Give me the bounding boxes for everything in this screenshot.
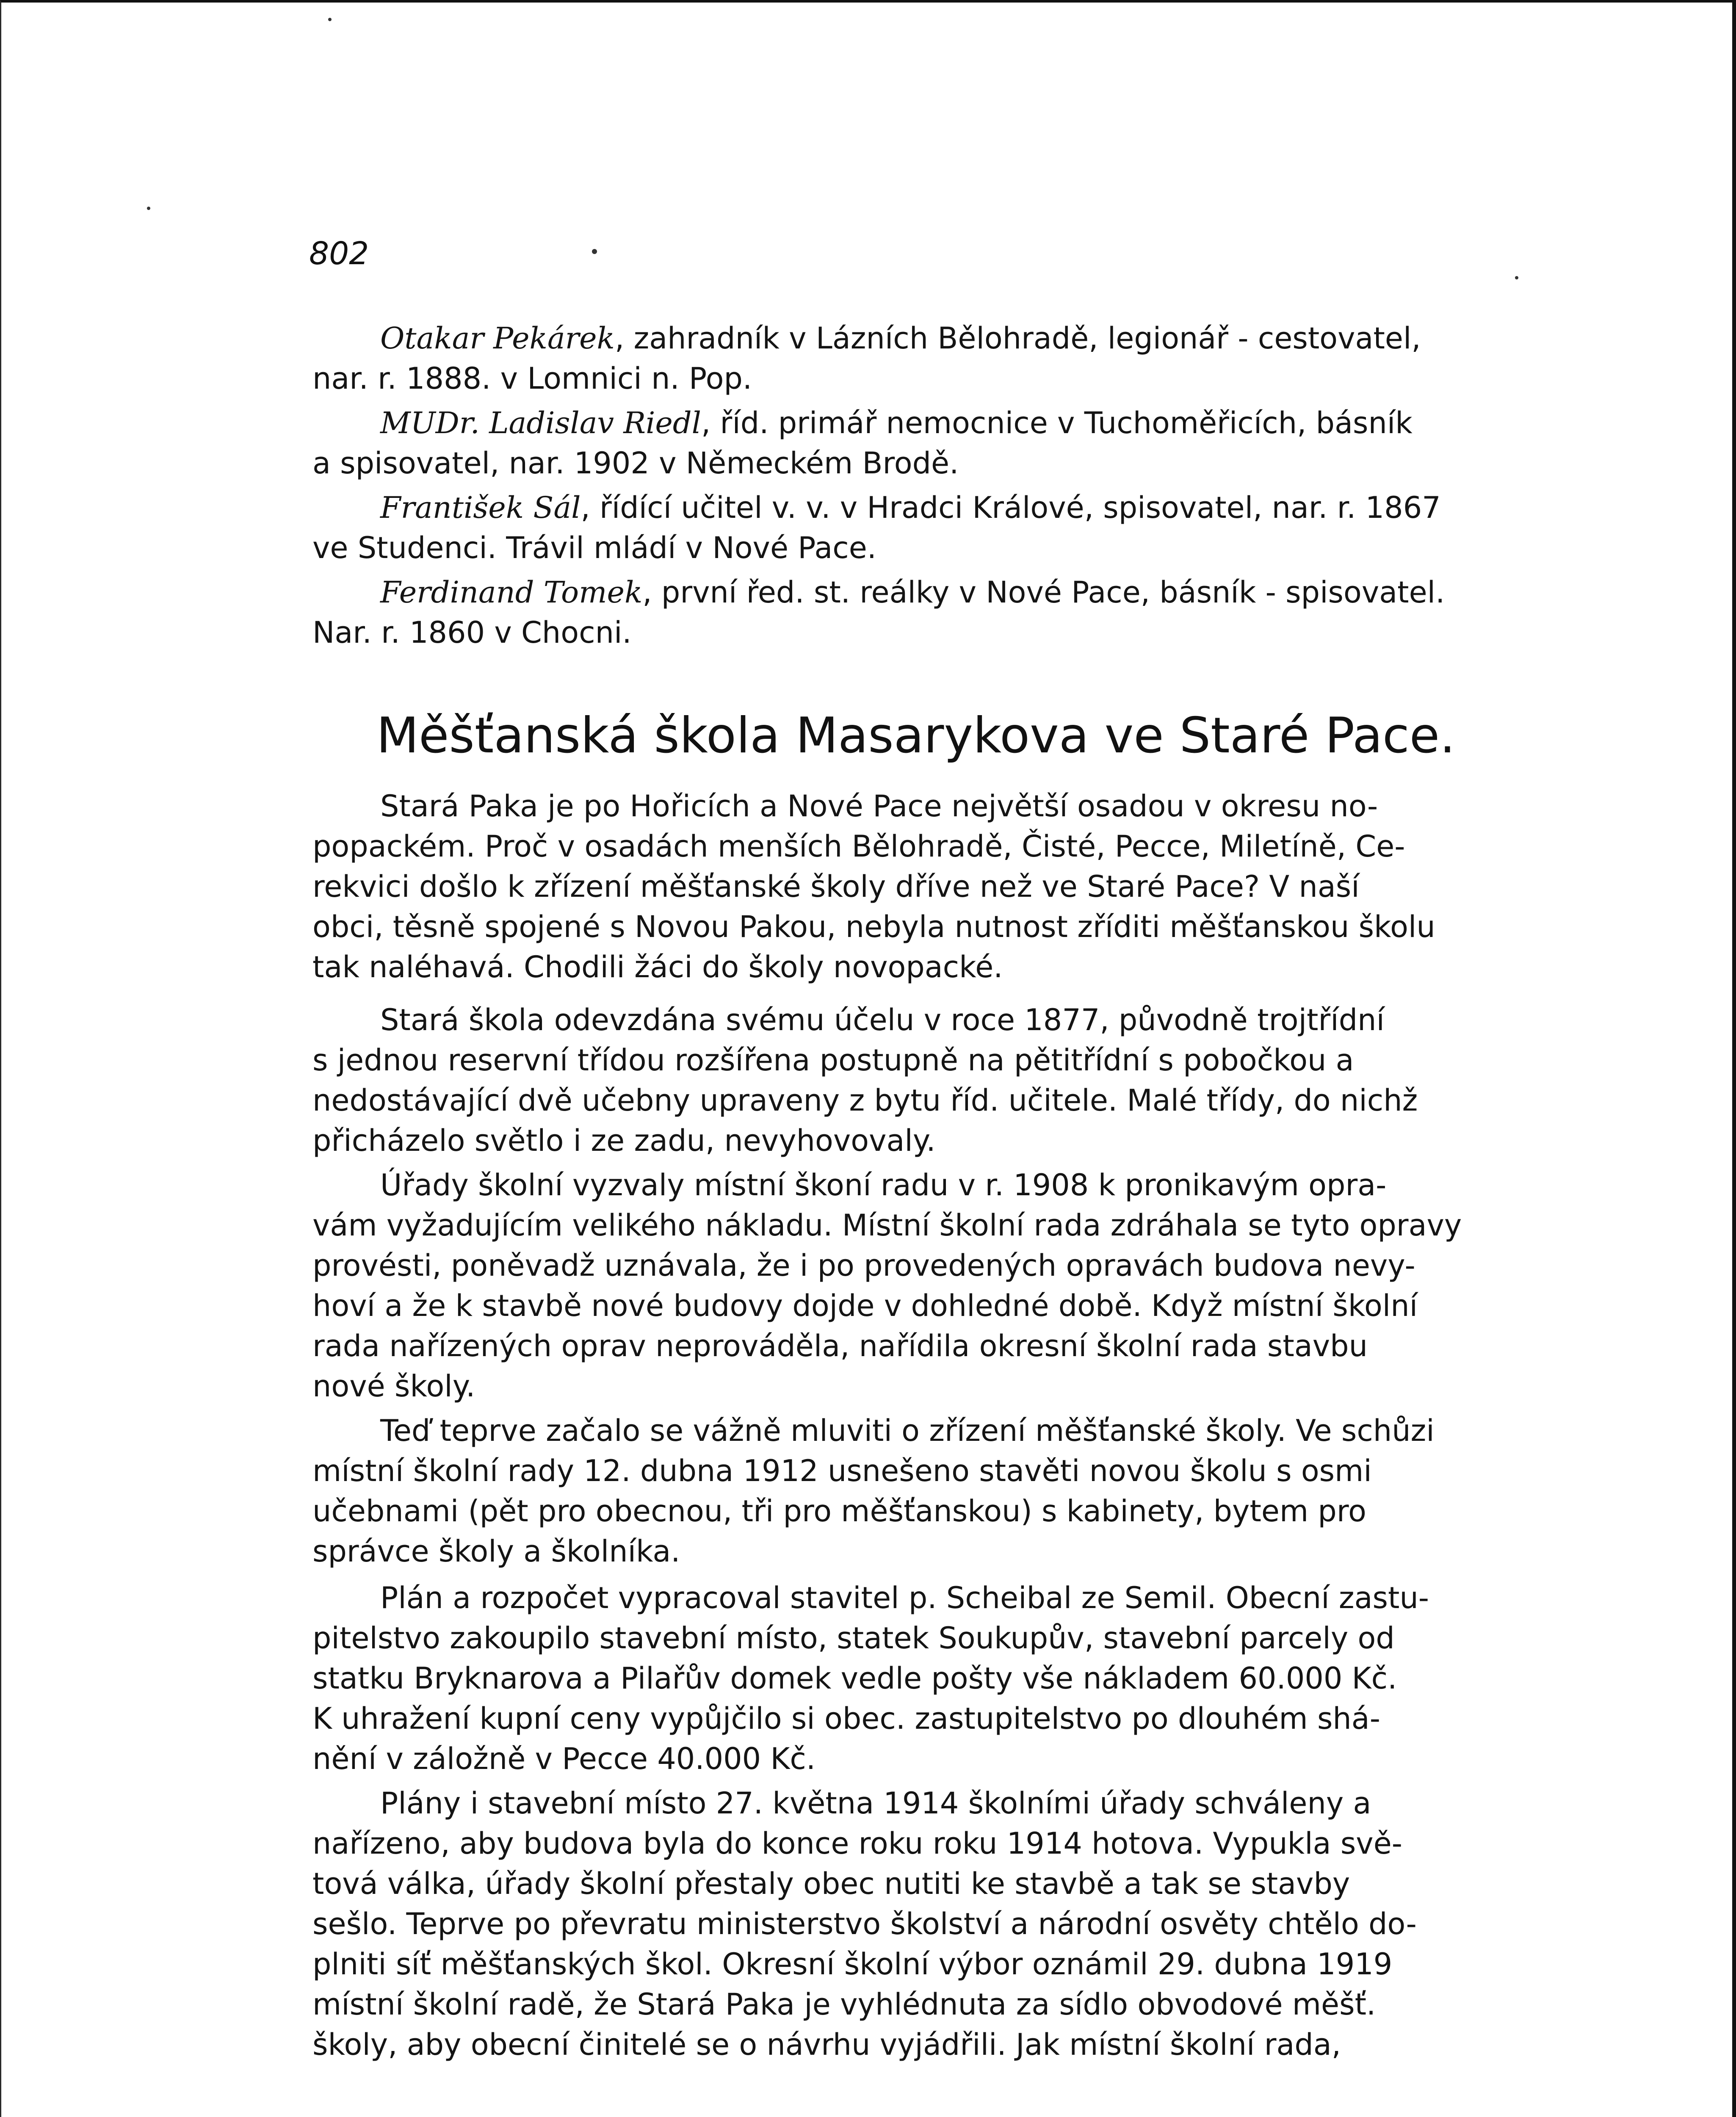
person-name: MUDr. Ladislav Riedl bbox=[380, 406, 702, 440]
person-name: František Sál bbox=[380, 490, 581, 525]
scan-speck bbox=[592, 249, 597, 254]
person-details: , zahradník v Lázních Bělohradě, legionář - cestovatel, bbox=[614, 321, 1421, 356]
body-paragraph-5: Plán a rozpočet vypracoval stavitel p. Scheibal ze Semil. Obecní zastu- pitelstvo zakoupilo stavební místo, statek Soukupův, stavební parcely od statku Bryknarova a Pilařův domek vedle pošty vše nákladem 60.000 Kč. K uhražení kupní ceny vypůjčilo si obec. zastupitelstvo po dlouhém shá- nění v záložně v Pecce 40.000 Kč. bbox=[312, 1581, 1429, 1776]
scan-speck bbox=[328, 18, 332, 21]
person-entry-3 bbox=[312, 488, 1519, 568]
section-heading: Měšťanská škola Masarykova ve Staré Pace. bbox=[376, 707, 1456, 764]
scan-speck bbox=[1515, 276, 1518, 279]
person-details: , říd. primář nemocnice v Tuchoměřicích, básník bbox=[701, 406, 1413, 440]
body-paragraph-1: Stará Paka je po Hořicích a Nové Pace největší osadou v okresu no- popackém. Proč v osadách menších Bělohradě, Čisté, Pecce, Miletíně, Ce- rekvici došlo k zřízení měšťanské školy dříve než ve Staré Pace? V naší obci, těsně spojené s Novou Pakou, nebyla nutnost zříditi měšťanskou školu tak naléhavá. Chodili žáci do školy novopacké. bbox=[312, 789, 1435, 984]
person-entry-4 bbox=[312, 572, 1519, 653]
body-paragraph-4: Teď teprve začalo se vážně mluviti o zřízení měšťanské školy. Ve schůzi místní školní rady 12. dubna 1912 usnešeno stavěti novou školu s osmi učebnami (pět pro obecnou, tři pro měšťanskou) s kabinety, bytem pro správce školy a školníka. bbox=[312, 1413, 1435, 1569]
person-details: , řídící učitel v. v. v Hradci Králové, spisovatel, nar. r. 1867 bbox=[581, 490, 1441, 525]
person-details: , první řed. st. reálky v Nové Pace, básník - spisovatel. bbox=[642, 575, 1445, 610]
person-details-continued: a spisovatel, nar. 1902 v Německém Brodě. bbox=[312, 446, 959, 481]
person-entry-2 bbox=[312, 403, 1519, 484]
person-name: Ferdinand Tomek bbox=[380, 575, 643, 610]
person-details-continued: nar. r. 1888. v Lomnici n. Pop. bbox=[312, 361, 752, 396]
person-entry-1 bbox=[312, 318, 1519, 399]
person-details-continued: Nar. r. 1860 v Chocni. bbox=[312, 615, 632, 650]
person-details-continued: ve Studenci. Trávil mládí v Nové Pace. bbox=[312, 531, 877, 565]
person-name: Otakar Pekárek bbox=[380, 321, 615, 356]
scan-speck bbox=[147, 207, 150, 210]
body-paragraph-2: Stará škola odevzdána svému účelu v roce 1877, původně trojtřídní s jednou reservní třídou rozšířena postupně na pětitřídní s pobočkou a nedostávající dvě učebny upraveny z bytu říd. učitele. Malé třídy, do nichž přicházelo světlo i ze zadu, nevyhovovaly. bbox=[312, 1003, 1418, 1158]
body-paragraph-6: Plány i stavební místo 27. května 1914 školními úřady schváleny a nařízeno, aby budova byla do konce roku roku 1914 hotova. Vypukla svě- tová válka, úřady školní přestaly obec nutiti ke stavbě a tak se stavby sešlo. Teprve po převratu ministerstvo školství a národní osvěty chtělo do- plniti síť měšťanských škol. Okresní školní výbor oznámil 29. dubna 1919 místní školní radě, že Stará Paka je vyhlédnuta za sídlo obvodové měšť. školy, aby obecní činitelé se o návrhu vyjádřili. Jak místní školní rada, bbox=[312, 1786, 1417, 2062]
page-number: 802 bbox=[309, 235, 369, 272]
body-paragraph-3: Úřady školní vyzvaly místní škoní radu v r. 1908 k pronikavým opra- vám vyžadujícím velikého nákladu. Místní školní rada zdráhala se tyto opravy provésti, poněvadž uznávala, že i po provedených opravách budova nevy- hoví a že k stavbě nové budovy dojde v dohledné době. Když místní školní rada nařízených oprav neprováděla, nařídila okresní školní rada stavbu nové školy. bbox=[312, 1168, 1462, 1404]
